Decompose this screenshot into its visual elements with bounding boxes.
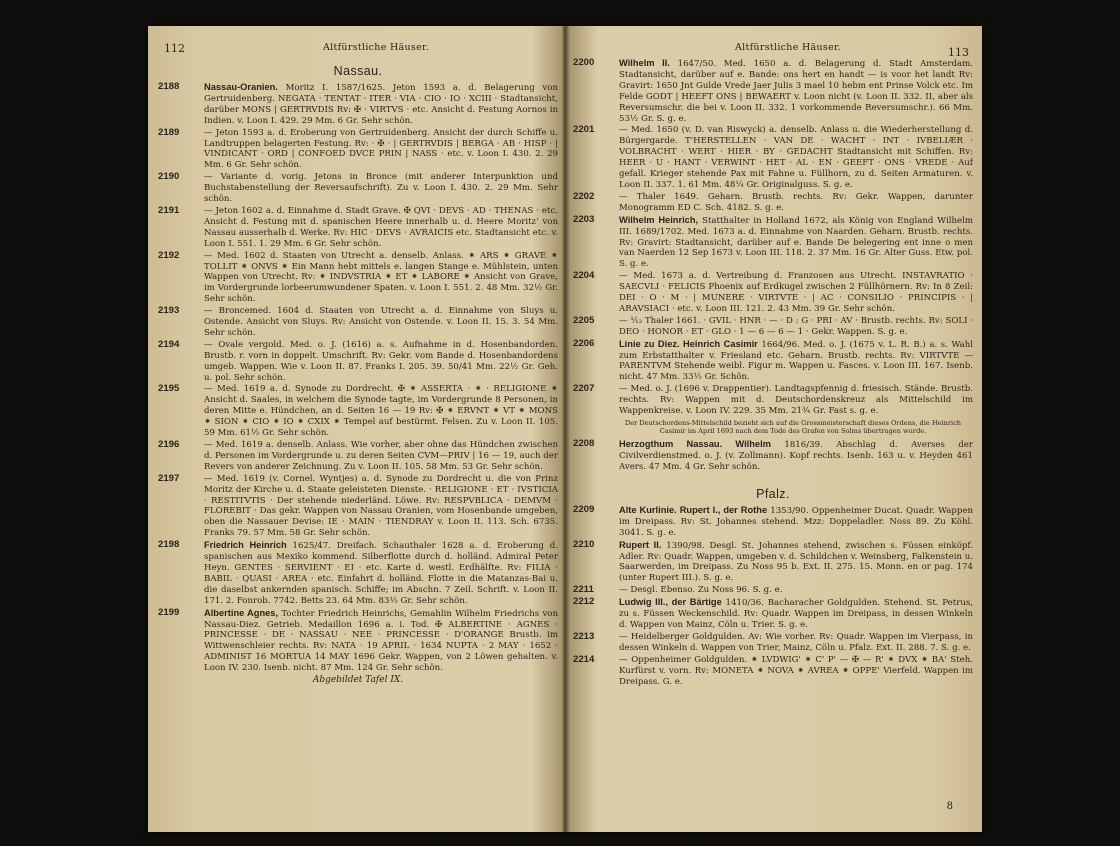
entry-number: 2199 (158, 606, 180, 618)
book-spread (148, 26, 982, 832)
entry-text: 1625/47. Dreifach. Schauthaler 1628 a. d. Eroberung d. spanischen aus Mexiko kommend. Silberflotte durch d. holländ. Admiral Peter Heyn. GENTES · SERVIENT · EI · etc. Karte d. westl. Erdhälfte. Rv: FILIA · BABIL · QUASI · AREA · etc. Einfahrt d. holländ. Flotte in die Matanzas-Bai u. die daselbst ankernden spanisch. Schiffe; im Abschn. 7 Zeil. Schrift. v. Loon II. 171. 2. Fonrob. 7742. Betts 23. 64 Mm. 83½ Gr. Sehr schön. (204, 541, 558, 606)
entry-heading: Linie zu Diez. Heinrich Casimir (619, 338, 758, 349)
right-page-number: 113 (948, 46, 969, 59)
plate-caption: Abgebildet Tafel IX. (312, 675, 404, 686)
entry-number: 2196 (158, 439, 180, 450)
left-entry-list (158, 82, 558, 674)
catalog-entry (158, 172, 558, 205)
entry-number: 2212 (573, 596, 595, 608)
catalog-entry (158, 540, 558, 606)
entry-text: — Ovale vergold. Med. o. J. (1616) a. s. Aufnahme in d. Hosenbandorden. Brustb. r. vorn in doppelt. Umschrift. Rv: Gekr. vom Bande d. Hosenbandordens umgeb. Wappen. Wie v. Loon II. 87. Franks I. 205. 39. 50/41 Mm. 22½ Gr. Geh. u. pol. Sehr schön. (204, 339, 558, 383)
catalog-entry (573, 585, 973, 596)
entry-number: 2200 (573, 57, 595, 68)
entry-text: — Thaler 1649. Geharn. Brustb. rechts. Rv: Gekr. Wappen, darunter Monogramm ED C. Sch. 4182. S. g. e. (619, 191, 973, 213)
footnote: Der Deutschordens-Mittelschild bezieht sich auf die Grossmeisterschaft dieses Ordens, die Heinrich Casimir im April 1693 nach dem Tode des Grafen von Solms übertragen wurde. (624, 419, 962, 435)
entry-number: 2209 (573, 503, 595, 515)
entry-text: — Med. o. J. (1696 v. Drappentier). Landtagspfennig d. friesisch. Stände. Brustb. rechts. Rv: Wappen mit d. Deutschordenskreuz als Mittelschild im Wappenkreise. v. Loon IV. 229. 35 Mm. 21¾ Gr. Fast s. g. e. (619, 384, 973, 417)
entry-text: 1816/39. Abschlag d. Averses der Civilverdienstmed. o. J. (v. Zollmann). Kopf rechts. Isenb. 163 u. v. Heyden 461 Avers. 47 Mm. 4 Gr. Sehr schön. (619, 440, 973, 472)
catalog-entry (573, 632, 973, 654)
entry-text: Tochter Friedrich Heinrichs, Gemahlin Wilhelm Friedrichs von Nassau-Diez. Getrieb. Medaillon 1696 a. i. Tod. ✠ ALBERTINE · AGNES · PRINCESSE · DE · NASSAU · NEE · PRINCESSE · D'ORANGE Brustb. im Wittwenschleier rechts. Rv: NATA · 19 APRIL · 1634 NUPTA · 2 MAY · 1652 · ADMINIST 16 MORTUA 14 MAY 1696 Gekr. Wappen, von 2 Löwen gehalten. v. Loon IV. 230. Isenb. nicht. 87 Mm. 124 Gr. Sehr schön. (204, 608, 558, 674)
catalog-entry (573, 192, 973, 214)
entry-number: 2204 (573, 270, 595, 282)
entry-text: — Oppenheimer Goldgulden. ⁕ LVDWIG' ⁕ C' P' — ✠ — R' ⁕ DVX ⁕ BA' Steh. Kurfürst v. vorn. Rv: MONETA ⁕ NOVA ⁕ AVREA ⁕ OPPE' Vierfeld. Wappen im Dreipass. G. e. (619, 654, 973, 687)
entry-number: 2202 (573, 190, 595, 202)
entry-number: 2207 (573, 383, 595, 395)
catalog-entry (573, 540, 973, 585)
entry-number: 2213 (573, 630, 595, 642)
entry-text: — ¹⁄₁₂ Thaler 1661. · GVIL · HNR · — · D : G · PRI · AV · Brustb. rechts. Rv: SOLI · DEO · HONOR · ET · GLO · 1 — 6 — 6 — 1 · Gekr. Wappen. S. g. e. (619, 315, 973, 337)
entry-number: 2198 (158, 539, 180, 551)
entry-heading: Alte Kurlinie. Rupert I., der Rothe (619, 504, 768, 515)
left-running-head (158, 40, 558, 58)
catalog-entry (573, 215, 973, 271)
entry-number: 2188 (158, 81, 180, 92)
entry-text: — Variante d. vorig. Jetons in Bronce (mit anderer Interpunktion und Buchstabenstellung der Reversaufschrift). Zu v. Loon I. 430. 2. 29 Mm. Sehr schön. (204, 172, 558, 205)
entry-text: — Med. 1673 a. d. Vertreibung d. Franzosen aus Utrecht. INSTAVRATIO · SAECVLI · FELICIS Phoenix auf Erdkugel zwischen 2 Füllhörnern. Rv: In 8 Zeil: DEI · O · M · | MUNERE · VIRTVTE · | AC · CONSILIO · PRINCIPIS · | ARAVSIACI · etc. v. Loon III. 121. 2. 43 Mm. 39 Gr. Sehr schön. (619, 271, 973, 314)
entry-number: 2192 (158, 249, 180, 261)
entry-text: — Jeton 1593 a. d. Eroberung von Gertruidenberg. Ansicht der durch Schiffe u. Landtruppen belagerten Festung. Rv: · ✠ · | GERTRVDIS | BERGA · AB · HISP · | VINDICANT · ORD | CONFOED DVCE PRIN | NASS · etc. v. Loon I. 430. 2. 29 Mm. 6 Gr. Sehr schön. (204, 127, 558, 171)
entry-text: Moritz I. 1587/1625. Jeton 1593 a. d. Belagerung von Gertruidenberg. NEGATA · TENTAT · ITER · VIA · CIO · IO · XCIII · Stadtansicht, darüber MONS | GERTRVDIS Rv: ✠ · VIRTVS · etc. Ansicht d. Festung Aornos in Indien. v. Loon I. 429. 29 Mm. 6 Gr. Sehr schön. (204, 83, 558, 126)
entry-heading: Nassau-Oranien. (204, 82, 278, 92)
section-title-nassau: Nassau. (333, 64, 383, 78)
entry-number: 2211 (573, 584, 594, 596)
entry-heading: Albertine Agnes, (204, 607, 279, 618)
catalog-entry (573, 597, 973, 631)
catalog-entry (573, 505, 973, 539)
entry-heading: Herzogthum Nassau. Wilhelm (619, 439, 771, 450)
catalog-entry (573, 271, 973, 315)
entry-number: 2203 (573, 213, 595, 225)
right-page (573, 40, 973, 820)
entry-text: 1410/36. Bacharacher Goldgulden. Stehend. St. Petrus, zu s. Füssen Weckenschild. Rv: Quadr. Wappen im Dreipass, in dessen Winkeln d. Wappen von Mainz, Cöln u. Trier. S. g. e. (619, 598, 973, 630)
entry-text: — Med. 1650 (v. D. van Riswyck) a. denselb. Anlass u. die Wiederherstellung d. Bürgergarde. T'HERSTELLEN · VAN DE · WACHT · INT · IVBELIÆR · VOLBRACHT · WERT · HIER · BY · GEDACHT Stadtansicht mit Schiffen. Rv: HEER · U · HANT · VERWINT · HET · AL · EN · GEEFT · ONS · VREDE · Auf gefall. Krieger stehende Pax mit Fahne u. Füllhorn, zu d. Seiten Armaturen. v. Loon II. 337. 1. 61 Mm. 48¼ Gr. Originalguss. S. g. e. (619, 125, 973, 190)
entry-number: 2195 (158, 383, 180, 395)
catalog-entry (158, 128, 558, 172)
catalog-entry (573, 339, 973, 384)
entry-number: 2205 (573, 314, 595, 326)
entry-number: 2206 (573, 337, 595, 349)
catalog-entry (573, 58, 973, 124)
catalog-entry (573, 125, 973, 190)
catalog-entry (573, 384, 973, 417)
right-entry-list-b (573, 439, 973, 473)
entry-heading: Rupert II. (619, 539, 662, 550)
entry-text: — Jeton 1602 a. d. Einnahme d. Stadt Grave. ✠ QVI · DEVS · AD · THENAS · etc. Ansicht d. Festung mit d. spanischen Heere innerhalb u. d. Heere Moritz' von Nassau ausserhalb d. Werke. Rv: HIC · DEVS · AVRAICIS etc. Stadtansicht etc. v. Loon I. 551. 1. 29 Mm. 6 Gr. Sehr schön. (204, 205, 558, 249)
right-running-title: Altfürstliche Häuser. (735, 42, 842, 53)
catalog-entry (573, 655, 973, 688)
entry-heading: Friedrich Heinrich (204, 540, 287, 551)
catalog-entry (573, 439, 973, 473)
entry-number: 2191 (158, 204, 180, 216)
entry-heading: Ludwig III., der Bärtige (619, 597, 722, 608)
entry-text: Statthalter in Holland 1672, als König von England Wilhelm III. 1689/1702. Med. 1673 a. d. Einnahme von Naarden. Geharn. Brustb. rechts. Rv: Gravirt: Stadtansicht, darüber auf e. Bande De belegering ent inne o men van Naerden 12 Sep 1673 v. Loon III. 118. 2. 37 Mm. 16 Gr. Alter Guss. Etw. pol. S. g. e. (619, 215, 973, 270)
catalog-entry (158, 251, 558, 306)
catalog-entry (158, 306, 558, 339)
entry-text: — Desgl. Ebenso. Zu Noss 96. S. g. e. (619, 585, 783, 596)
left-page (158, 40, 558, 820)
entry-text: — Med. 1619 (v. Cornel. Wyntjes) a. d. Synode zu Dordrecht u. die von Prinz Moritz der Kirche u. d. Staate geleisteten Dienste. · RELIGIONE · ET · IVSTICIA · RESTITVTIS · Der stehende niederländ. Löwe. Rv: RESPVBLICA · DEMVM · FLOREBIT · Das gekr. Wappen von Nassau Oranien, vom Hosenbande umgeben, oben die Nassauer Devise: IE · MAIN · TIENDRAY v. Loon II. 113. Sch. 6735. Franks 79. 57 Mm. 58 Gr. Sehr schön. (204, 473, 558, 539)
entry-text: — Med. 1602 d. Staaten von Utrecht a. denselb. Anlass. ⁕ ARS ⁕ GRAVE ⁕ TOLLIT ⁕ ONVS ⁕ Ein Mann hebt mittels e. langen Stange e. Mühlstein, unten Wappen von Utrecht. Rv: ⁕ INDVSTRIA ⁕ ET ⁕ LABORE ⁕ Ansicht von Grave, im Vordergrunde lorbeerumwundener Spaten. v. Loon I. 551. 2. 48 Mm. 32½ Gr. Sehr schön. (204, 250, 558, 305)
catalog-entry (158, 474, 558, 539)
catalog-entry (158, 384, 558, 439)
entry-number: 2193 (158, 305, 180, 317)
left-page-number: 112 (164, 42, 185, 55)
entry-text: 1353/90. Oppenheimer Ducat. Quadr. Wappen im Dreipass. Rv: St. Johannes stehend. Mzz: Doppeladler. Noss 89. Zu Köhl. 3041. S. g. e. (619, 505, 973, 538)
entry-text: — Med. 1619 a. denselb. Anlass. Wie vorher, aber ohne das Hündchen zwischen d. Personen im Vordergrunde u. zu deren Seiten CVM—PRIV | 16 — 19, auch der Revers von anderer Zeichnung. Zu v. Loon II. 105. 58 Mm. 53 Gr. Sehr schön. (204, 440, 558, 472)
entry-number: 2190 (158, 171, 180, 183)
entry-number: 2201 (573, 124, 595, 136)
entry-number: 2189 (158, 126, 180, 138)
entry-number: 2208 (573, 438, 595, 450)
entry-number: 2194 (158, 338, 180, 350)
catalog-entry (158, 82, 558, 127)
entry-text: — Med. 1619 a. d. Synode zu Dordrecht. ✠ ⁕ ASSERTA · ⁕ · RELIGIONE ⁕ Ansicht d. Saales, in welchem die Synode tagte, im Vordergrunde 8 Personen, in deren Mitte e. Hündchen, an d. Seiten 16 — 19 Rv: ✠ ⁕ ERVNT ⁕ VT ⁕ MONS ⁕ SION ⁕ CIO ⁕ IO ⁕ CXIX ⁕ Tempel auf bestürmt. Felsen. Zu v. Loon II. 105. 59 Mm. 61½ Gr. Sehr schön. (204, 384, 558, 439)
entry-number: 2210 (573, 538, 595, 550)
left-running-title: Altfürstliche Häuser. (323, 42, 430, 53)
entry-text: — Broncemed. 1604 d. Staaten von Utrecht a. d. Einnahme von Sluys u. Ostende. Ansicht von Sluys. Rv: Ansicht von Ostende. v. Loon II. 15. 3. 54 Mm. Sehr schön. (204, 306, 558, 338)
section-title-pfalz: Pfalz. (756, 486, 790, 501)
entry-number: 2214 (573, 653, 595, 665)
entry-number: 2197 (158, 472, 180, 484)
right-running-head (573, 40, 973, 58)
catalog-entry (158, 440, 558, 473)
entry-text: 1664/96. Med. o. J. (1675 v. L. R. B.) a. s. Wahl zum Erbstatthalter v. Friesland etc. Geharn. Brustb. rechts. Rv: VIRTVTE — PARENTVM Stehende weibl. Figur m. Wappen u. Fasces. v. Loon III. 167. Isenb. nicht. 47 Mm. 33½ Gr. Schön. (619, 339, 973, 383)
catalog-entry (158, 206, 558, 250)
signature-mark: 8 (946, 801, 953, 812)
right-entry-list-c (573, 505, 973, 688)
entry-text: 1390/98. Desgl. St. Johannes stehend, zwischen s. Füssen einköpf. Adler. Rv: Quadr. Wappen, umgeben v. d. Schildchen v. Weinsberg, Falkenstein u. Saarwerden, im Dreipass. Zu Noss 95 b. Ext. II. 275. 15. Monn. en or pag. 174 (unter Rupert III.). S. g. e. (619, 540, 973, 584)
catalog-entry (158, 340, 558, 384)
entry-heading: Wilhelm II. (619, 58, 670, 68)
catalog-entry (573, 316, 973, 338)
entry-text: — Heidelberger Goldgulden. Av: Wie vorher. Rv: Quadr. Wappen im Vierpass, in dessen Winkeln d. Wappen von Trier, Mainz, Cöln u. Pfalz. Ext. II. 288. 7. S. g. e. (619, 631, 973, 653)
catalog-entry (158, 608, 558, 674)
entry-heading: Wilhelm Heinrich, (619, 214, 699, 225)
right-entry-list-a (573, 58, 973, 417)
entry-text: 1647/50. Med. 1650 a. d. Belagerung d. Stadt Amsterdam. Stadtansicht, darüber auf e. Bande: ons hert en handt — is voor het landt Rv: Gravirt: 1650 Jnt Gulde Vrede Jaer Julis 3 mael 10 hebm ent Prinse Volck etc. Im Felde GODT | HEEFT ONS | BEWAERT v. Loon nicht (v. Loon II. 332. II, aber als Reversumschr. die bei v. Loon II. 332. 1 vorkommende Reversumschr.). 66 Mm. 53½ Gr. S. g. e. (619, 59, 973, 124)
